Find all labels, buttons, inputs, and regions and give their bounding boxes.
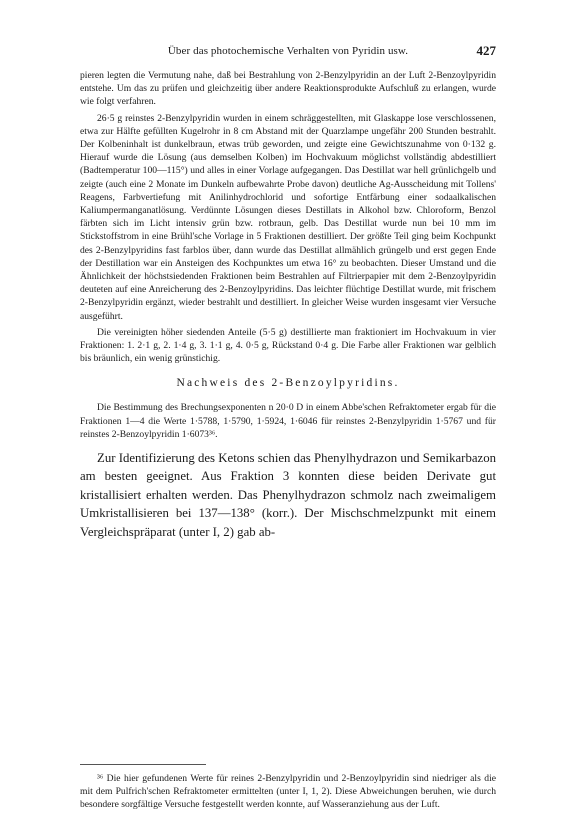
page-body: [80, 69, 496, 541]
footnote-block: [80, 772, 496, 812]
paragraph-irradiation: 26·5 g reinstes 2-Benzylpyridin wurden in einem schräggestellten, mit Glaskappe lose verschlossenen, etwa zur Hälfte gefüllten Kugelrohr in 8 cm Abstand mit der Quarzlampe ungefähr 200 Stunden bestrahlt. Der Kolbeninhalt ist dunkelbraun, etwas trüb geworden, und zeigte eine Gewichtszunahme von 0·132 g. Hierauf wurde die Lösung (aus demselben Kolben) im Hochvakuum möglichst vollständig abdestilliert (Badtemperatur 100—115°) und alles in einer Vorlage aufgegangen. Das Destillat war hell grünlichgelb und zeigte (auch eine 2 Monate im Dunkeln aufbewahrte Probe davon) deutliche Ag-Ausscheidung mit Tollens' Reagens, Farbvertiefung mit Anilinhydrochlorid und sofortige Entfärbung einer sodaalkalischen Kaliumpermanganatlösung. Verdünnte Lösungen dieses Destillats in Alkohol bzw. Chloroform, Benzol färbten sich im Licht intensiv grün bzw. rotbraun, gelb. Das Destillat wurde nun bei 10 mm im Stickstoffstrom in eine Brühl'sche Vorlage in 5 Fraktionen destilliert. Der größte Teil ging beim Kochpunkt des 2-Benzylpyridins fast farblos über, dann wurde das Destillat allmählich grüngelb und erst gegen Ende der Destillation war ein Ansteigen des Kochpunktes um etwa 16° zu beobachten. Dieser Umstand und die Ähnlichkeit der höchstsiedenden Fraktionen beim Bestrahlen auf Filtrierpapier mit dem 2-Benzoylpyridin deuteten auf eine Anreicherung des 2-Benzoylpyridins. Das leichter flüchtige Destillat wurde, mit frischem 2-Benzylpyridin ergänzt, wieder bestrahlt und destilliert. In gleicher Weise wurden insgesamt vier Versuche ausgeführt.: [80, 112, 496, 322]
section-heading: Nachweis des 2-Benzoylpyridins.: [176, 377, 400, 390]
page-header: [80, 44, 496, 60]
running-title: Über das photochemische Verhalten von Pyridin usw.: [167, 45, 409, 57]
large-text-block: [80, 449, 496, 541]
paragraph-continuation: pieren legten die Vermutung nahe, daß bei Bestrahlung von 2-Benzylpyridin an der Luft 2-Benzoylpyridin entstehe. Um das zu prüfen und gleichzeitig über andere Reaktionsprodukte Aufschluß zu erlangen, wurde wie folgt verfahren.: [80, 70, 496, 108]
paragraph-identification: Zur Identifizierung des Ketons schien das Phenylhydrazon und Semikarbazon am besten geeignet. Aus Fraktion 3 konnten diese beiden Derivate gut kristallisiert erhalten werden. Das Phenylhydrazon schmolz nach zweimaligem Umkristallisieren bei 137—138° (korr.). Der Mischschmelzpunkt mit einem Vergleichspräparat (unter I, 2) gab ab-: [80, 451, 496, 539]
footnote-text: ³⁶ Die hier gefundenen Werte für reines 2-Benzylpyridin und 2-Benzoylpyridin sind niedriger als die mit dem Pulfrich'schen Refraktometer ermittelten (unter I, 1, 2). Diese Abweichungen beruhen, wie durch besondere sorgfältige Versuche festgestellt werden konnte, auf Wasseranziehung aus der Luft.: [80, 773, 496, 811]
paragraph-fractions: Die vereinigten höher siedenden Anteile (5·5 g) destillierte man fraktioniert im Hochvakuum in vier Fraktionen: 1. 2·1 g, 2. 1·4 g, 3. 1·1 g, 4. 0·5 g, Rückstand 0·4 g. Die Farbe aller Fraktionen war gelblich bis bräunlich, ein wenig grünstichig.: [80, 326, 496, 365]
refraction-block: [80, 401, 496, 441]
page-number: 427: [476, 43, 496, 58]
paragraph-refraction: Die Bestimmung des Brechungsexponenten n 20·0 D in einem Abbe'schen Refraktometer ergab für die Fraktionen 1—4 die Werte 1·5788, 1·5790, 1·5924, 1·6046 für reinstes 2-Benzylpyridin 1·5767 und für reinstes 2-Benzoylpyridin 1·6073³⁶.: [80, 402, 496, 440]
footnote-rule: [80, 764, 206, 772]
small-text-block: [80, 69, 496, 365]
